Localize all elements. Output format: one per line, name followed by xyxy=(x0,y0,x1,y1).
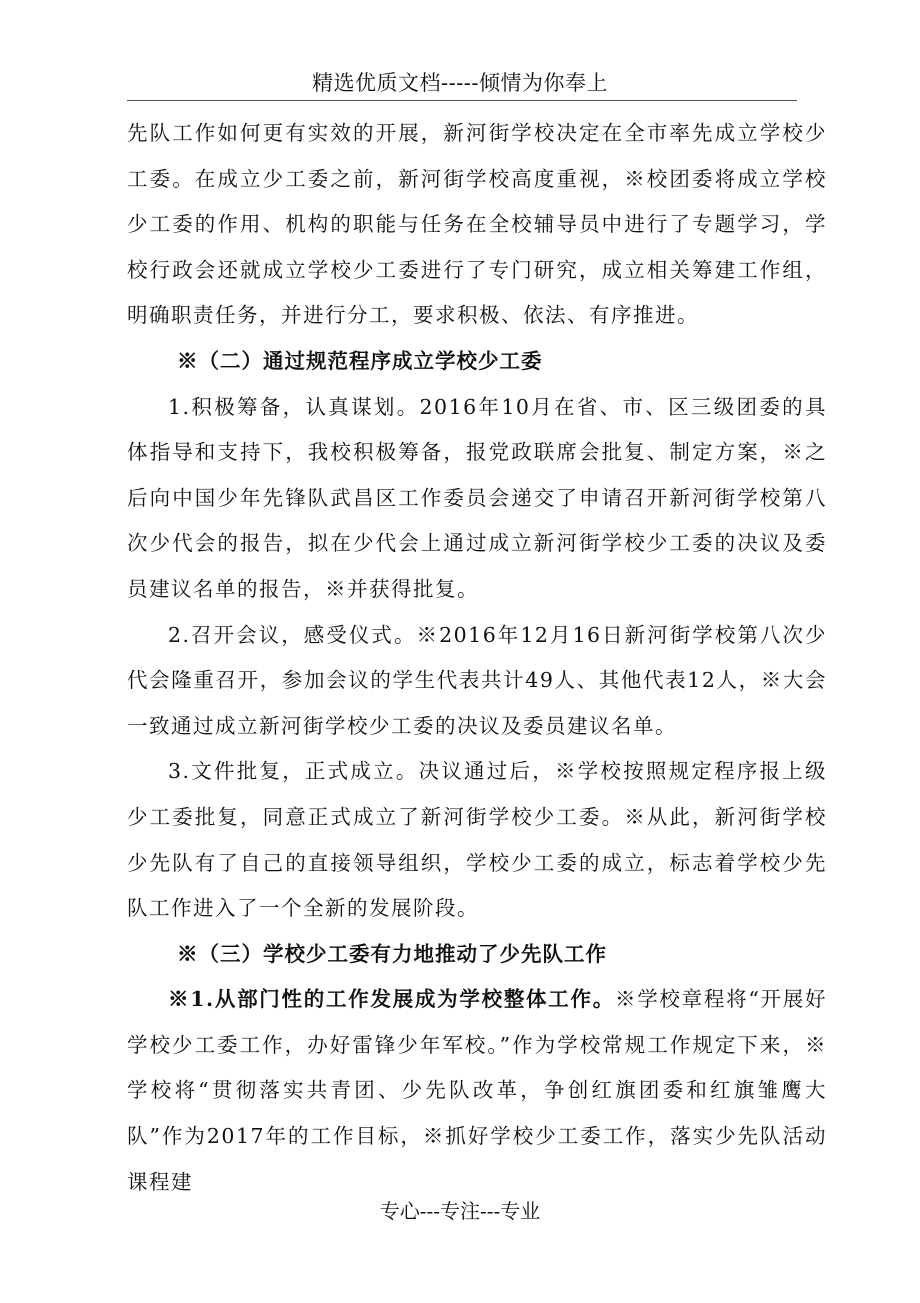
header-divider xyxy=(127,100,797,101)
section-heading-2: ※（二）通过规范程序成立学校少工委 xyxy=(177,348,543,373)
document-body xyxy=(127,111,827,1205)
paragraph-5-lead: ※1.从部门性的工作发展成为学校整体工作。 xyxy=(168,987,615,1012)
page-header: 精选优质文档-----倾情为你奉上 xyxy=(312,71,608,95)
paragraph-1: 先队工作如何更有实效的开展，新河街学校决定在全市率先成立学校少工委。在成立少工委之前，新河街学校高度重视，※校团委将成立学校少工委的作用、机构的职能与任务在全校辅导员中进行了专题学习，学校行政会还就成立学校少工委进行了专门研究，成立相关筹建工作组，明确职责任务，并进行分工，要求积极、依法、有序推进。 xyxy=(127,121,827,328)
paragraph-2: 1.积极筹备，认真谋划。2016年10月在省、市、区三级团委的具体指导和支持下，我校积极筹备，报党政联席会批复、制定方案，※之后向中国少年先锋队武昌区工作委员会递交了申请召开新河街学校第八次少代会的报告，拟在少代会上通过成立新河街学校少工委的决议及委员建议名单的报告，※并获得批复。 xyxy=(127,394,827,601)
paragraph-5-text: ※学校章程将“开展好学校少工委工作，办好雷锋少年军校。”作为学校常规工作规定下来，※学校将“贯彻落实共青团、少先队改革，争创红旗团委和红旗雏鹰大队”作为2017年的工作目标，※抓好学校少工委工作，落实少先队活动课程建 xyxy=(127,987,827,1194)
paragraph-4: 3.文件批复，正式成立。决议通过后，※学校按照规定程序报上级少工委批复，同意正式成立了新河街学校少工委。※从此，新河街学校少先队有了自己的直接领导组织，学校少工委的成立，标志着学校少先队工作进入了一个全新的发展阶段。 xyxy=(127,759,827,921)
page-footer: 专心---专注---专业 xyxy=(379,1199,541,1223)
paragraph-5 xyxy=(127,977,827,1205)
section-heading-3: ※（三）学校少工委有力地推动了少先队工作 xyxy=(177,941,607,966)
paragraph-3: 2.召开会议，感受仪式。※2016年12月16日新河街学校第八次少代会隆重召开，参加会议的学生代表共计49人、其他代表12人，※大会一致通过成立新河街学校少工委的决议及委员建议名单。 xyxy=(127,622,827,738)
